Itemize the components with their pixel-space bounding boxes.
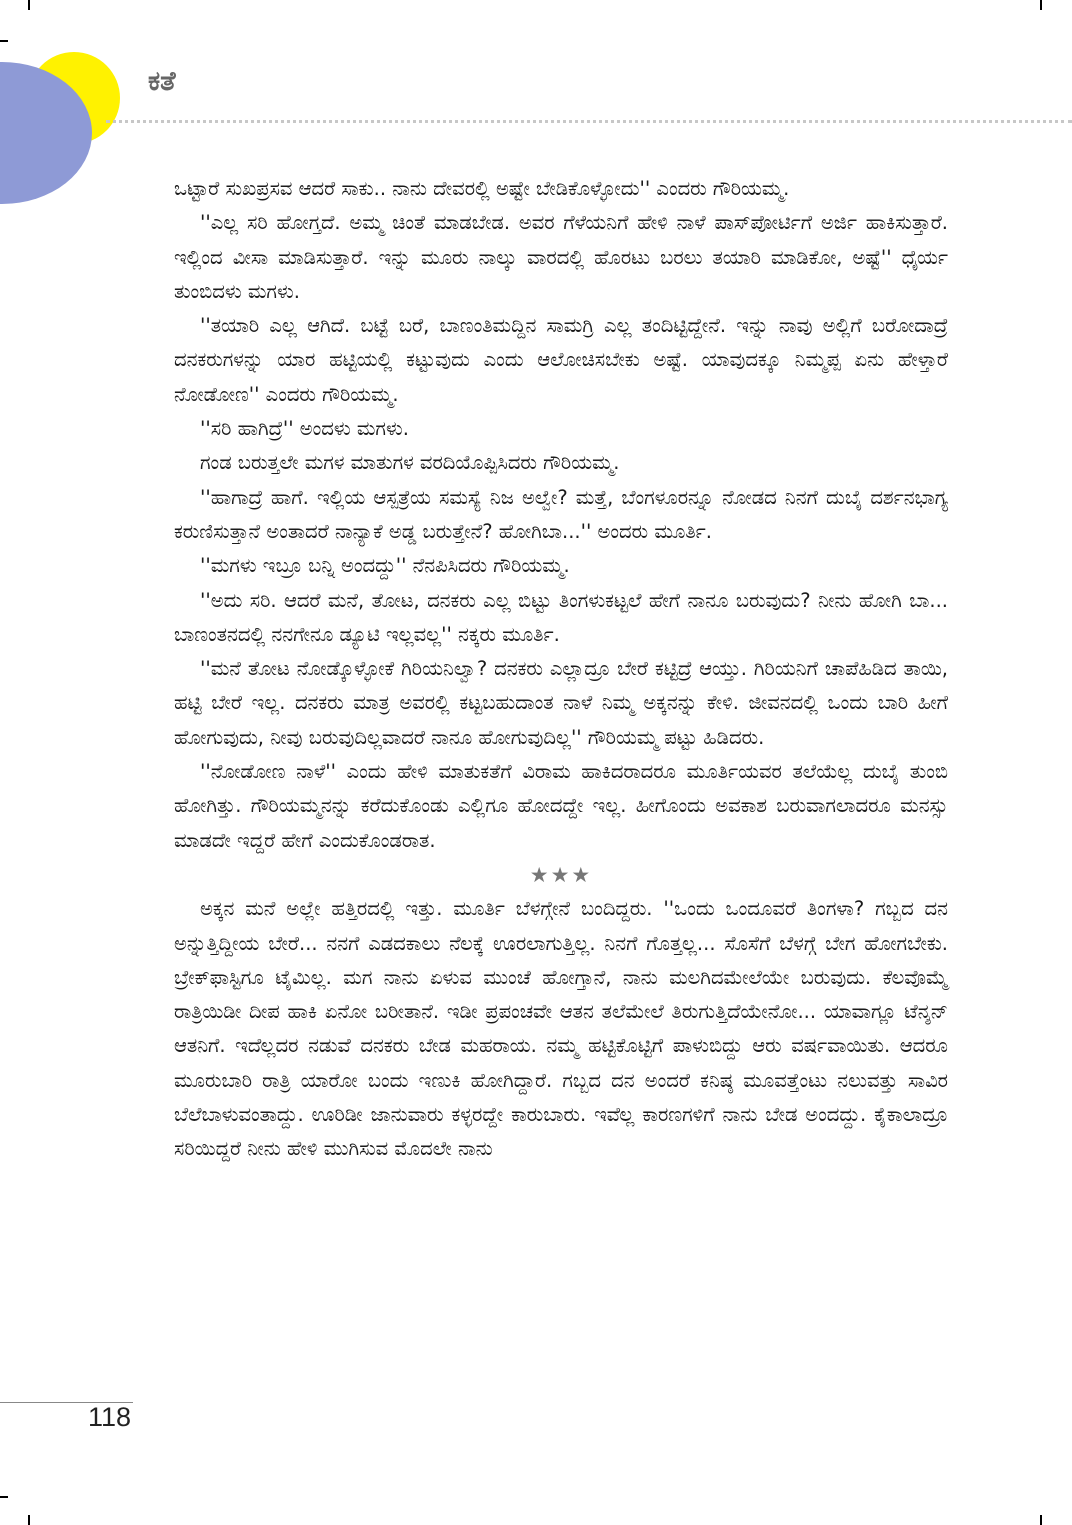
story-paragraph: ''ಮನೆ ತೋಟ ನೋಡ್ಕೊಳ್ಳೋಕೆ ಗಿರಿಯನಿಲ್ವಾ? ದನಕರು ಎಲ್ಲಾದ್ರೂ ಬೇರೆ ಕಟ್ಟಿದ್ರೆ ಆಯ್ತು. ಗಿರಿಯನಿಗೆ ಚಾಪೆಹಿಡಿದ ತಾಯಿ, ಹಟ್ಟಿ ಬೇರೆ ಇಲ್ಲ. ದನಕರು ಮಾತ್ರ ಅವರಲ್ಲಿ ಕಟ್ಟಬಹುದಾಂತ ನಾಳೆ ನಿಮ್ಮ ಅಕ್ಕನನ್ನು ಕೇಳಿ. ಜೀವನದಲ್ಲಿ ಒಂದು ಬಾರಿ ಹೀಗೆ ಹೋಗುವುದು, ನೀವು ಬರುವುದಿಲ್ಲವಾದರೆ ನಾನೂ ಹೋಗುವುದಿಲ್ಲ'' ಗೌರಿಯಮ್ಮ ಪಟ್ಟು ಹಿಡಿದರು. (174, 657, 948, 749)
story-paragraph: ''ಮಗಳು ಇಬ್ರೂ ಬನ್ನಿ ಅಂದದ್ದು'' ನೆನಪಿಸಿದರು ಗೌರಿಯಮ್ಮ. (200, 554, 570, 578)
section-label: ಕತೆ (148, 66, 176, 97)
story-paragraph: ''ಅದು ಸರಿ. ಆದರೆ ಮನೆ, ತೋಟ, ದನಕರು ಎಲ್ಲ ಬಿಟ್ಟು ತಿಂಗಳುಕಟ್ಟಲೆ ಹೇಗೆ ನಾನೂ ಬರುವುದು? ನೀನು ಹೋಗಿ ಬಾ... ಬಾಣಂತನದಲ್ಲಿ ನನಗೇನೂ ಡ್ಯೂಟಿ ಇಲ್ಲವಲ್ಲ'' ನಕ್ಕರು ಮೂರ್ತಿ. (174, 588, 948, 646)
crop-mark (28, 1515, 30, 1525)
page-number: 118 (88, 1402, 132, 1432)
story-paragraph: ಒಟ್ಟಾರೆ ಸುಖಪ್ರಸವ ಆದರೆ ಸಾಕು.. ನಾನು ದೇವರಲ್ಲಿ ಅಷ್ಟೇ ಬೇಡಿಕೊಳ್ಳೋದು'' ಎಂದರು ಗೌರಿಯಮ್ಮ. (174, 177, 790, 200)
story-paragraph: ''ತಯಾರಿ ಎಲ್ಲ ಆಗಿದೆ. ಬಟ್ಟೆ ಬರೆ, ಬಾಣಂತಿಮದ್ದಿನ ಸಾಮಗ್ರಿ ಎಲ್ಲ ತಂದಿಟ್ಟಿದ್ದೇನೆ. ಇನ್ನು ನಾವು ಅಲ್ಲಿಗೆ ಬರೋದಾದ್ರೆ ದನಕರುಗಳನ್ನು ಯಾರ ಹಟ್ಟಿಯಲ್ಲಿ ಕಟ್ಟುವುದು ಎಂದು ಆಲೋಚಿಸಬೇಕು ಅಷ್ಟೆ. ಯಾವುದಕ್ಕೂ ನಿಮ್ಮಪ್ಪ ಏನು ಹೇಳ್ತಾರೆ ನೋಡೋಣ'' ಎಂದರು ಗೌರಿಯಮ್ಮ. (174, 314, 948, 406)
story-paragraph: ''ಸರಿ ಹಾಗಿದ್ರೆ'' ಅಂದಳು ಮಗಳು. (200, 417, 409, 441)
story-body (174, 172, 948, 1167)
story-paragraph: ''ಹಾಗಾದ್ರೆ ಹಾಗೆ. ಇಲ್ಲಿಯ ಆಸ್ಪತ್ರೆಯ ಸಮಸ್ಯೆ ನಿಜ ಅಲ್ವೇ? ಮತ್ತೆ, ಬೆಂಗಳೂರನ್ನೂ ನೋಡದ ನಿನಗೆ ದುಬೈ ದರ್ಶನಭಾಗ್ಯ ಕರುಣಿಸುತ್ತಾನೆ ಅಂತಾದರೆ ನಾನ್ಯಾಕೆ ಅಡ್ಡ ಬರುತ್ತೇನೆ? ಹೋಗಿಬಾ...'' ಅಂದರು ಮೂರ್ತಿ. (174, 485, 948, 543)
story-paragraph: ಗಂಡ ಬರುತ್ತಲೇ ಮಗಳ ಮಾತುಗಳ ವರದಿಯೊಪ್ಪಿಸಿದರು ಗೌರಿಯಮ್ಮ. (200, 451, 620, 475)
story-paragraph: ''ನೋಡೋಣ ನಾಳೆ'' ಎಂದು ಹೇಳಿ ಮಾತುಕತೆಗೆ ವಿರಾಮ ಹಾಕಿದರಾದರೂ ಮೂರ್ತಿಯವರ ತಲೆಯೆಲ್ಲ ದುಬೈ ತುಂಬಿ ಹೋಗಿತ್ತು. ಗೌರಿಯಮ್ಮನನ್ನು ಕರೆದುಕೊಂಡು ಎಲ್ಲಿಗೂ ಹೋದದ್ದೇ ಇಲ್ಲ. ಹೀಗೊಂದು ಅವಕಾಶ ಬರುವಾಗಲಾದರೂ ಮನಸ್ಸು ಮಾಡದೇ ಇದ್ದರೆ ಹೇಗೆ ಎಂದುಕೊಂಡರಾತ. (174, 760, 948, 852)
crop-mark (1040, 1515, 1042, 1525)
story-paragraph: ''ಎಲ್ಲ ಸರಿ ಹೋಗ್ತದೆ. ಅಮ್ಮ ಚಿಂತೆ ಮಾಡಬೇಡ. ಅವರ ಗೆಳೆಯನಿಗೆ ಹೇಳಿ ನಾಳೆ ಪಾಸ್‌ಪೋರ್ಟಿಗೆ ಅರ್ಜಿ ಹಾಕಿಸುತ್ತಾರೆ. ಇಲ್ಲಿಂದ ವೀಸಾ ಮಾಡಿಸುತ್ತಾರೆ. ಇನ್ನು ಮೂರು ನಾಲ್ಕು ವಾರದಲ್ಲಿ ಹೊರಟು ಬರಲು ತಯಾರಿ ಮಾಡಿಕೋ, ಅಷ್ಟೆ'' ಧೈರ್ಯ ತುಂಬಿದಳು ಮಗಳು. (174, 211, 948, 303)
crop-mark (0, 40, 8, 42)
section-break-stars: ★★★ (529, 862, 593, 887)
crop-mark (1040, 0, 1042, 10)
crop-mark (28, 0, 30, 10)
crop-mark (0, 1496, 8, 1498)
story-paragraph: ಅಕ್ಕನ ಮನೆ ಅಲ್ಲೇ ಹತ್ತಿರದಲ್ಲಿ ಇತ್ತು. ಮೂರ್ತಿ ಬೆಳಗ್ಗೇನೆ ಬಂದಿದ್ದರು. ''ಒಂದು ಒಂದೂವರೆ ತಿಂಗಳಾ? ಗಬ್ಬದ ದನ ಅನ್ನುತ್ತಿದ್ದೀಯ ಬೇರೆ... ನನಗೆ ಎಡದಕಾಲು ನೆಲಕ್ಕೆ ಊರಲಾಗುತ್ತಿಲ್ಲ. ನಿನಗೆ ಗೊತ್ತಲ್ಲ... ಸೊಸೆಗೆ ಬೆಳಗ್ಗೆ ಬೇಗ ಹೋಗಬೇಕು. ಬ್ರೇಕ್‌ಫಾಸ್ಟಿಗೂ ಟೈಮಿಲ್ಲ. ಮಗ ನಾನು ಏಳುವ ಮುಂಚೆ ಹೋಗ್ತಾನೆ, ನಾನು ಮಲಗಿದಮೇಲೆಯೇ ಬರುವುದು. ಕೆಲವೊಮ್ಮೆ ರಾತ್ರಿಯಿಡೀ ದೀಪ ಹಾಕಿ ಏನೋ ಬರೀತಾನೆ. ಇಡೀ ಪ್ರಪಂಚವೇ ಆತನ ತಲೆಮೇಲೆ ತಿರುಗುತ್ತಿದೆಯೇನೋ... ಯಾವಾಗ್ಲೂ ಟೆನ್ಶನ್ ಆತನಿಗೆ. ಇದೆಲ್ಲದರ ನಡುವೆ ದನಕರು ಬೇಡ ಮಹರಾಯ. ನಮ್ಮ ಹಟ್ಟಿಕೊಟ್ಟಿಗೆ ಪಾಳುಬಿದ್ದು ಆರು ವರ್ಷವಾಯಿತು. ಆದರೂ ಮೂರುಬಾರಿ ರಾತ್ರಿ ಯಾರೋ ಬಂದು ಇಣುಕಿ ಹೋಗಿದ್ದಾರೆ. ಗಬ್ಬದ ದನ ಅಂದರೆ ಕನಿಷ್ಠ ಮೂವತ್ತೆಂಟು ನಲುವತ್ತು ಸಾವಿರ ಬೆಲೆಬಾಳುವಂತಾದ್ದು. ಊರಿಡೀ ಜಾನುವಾರು ಕಳ್ಳರದ್ದೇ ಕಾರುಬಾರು. ಇವೆಲ್ಲ ಕಾರಣಗಳಿಗೆ ನಾನು ಬೇಡ ಅಂದದ್ದು. ಕೈಕಾಲಾದ್ರೂ ಸರಿಯಿದ್ದರೆ ನೀನು ಹೇಳಿ ಮುಗಿಸುವ ಮೊದಲೇ ನಾನು (174, 897, 948, 1161)
header-dotted-rule (106, 120, 1072, 123)
